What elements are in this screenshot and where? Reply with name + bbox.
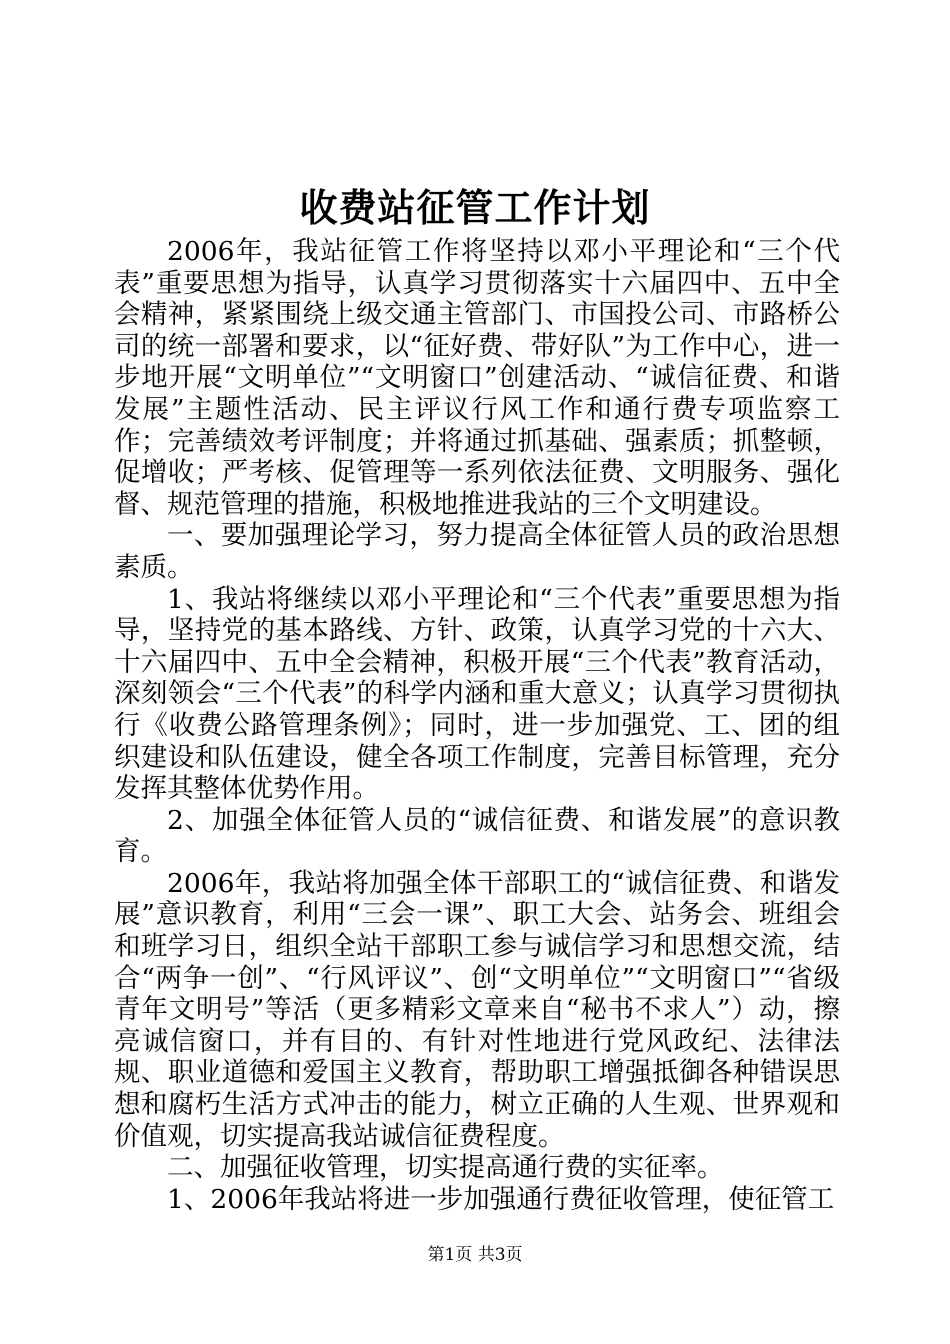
paragraph-intro: 2006年，我站征管工作将坚持以邓小平理论和“三个代表”重要思想为指导，认真学习贯彻落实十六届四中、五中全会精神，紧紧围绕上级交通主管部门、市国投公司、市路桥公司的统一部署和要求，以“征好费、带好队”为工作中心，进一步地开展“文明单位”“文明窗口”创建活动、“诚信征费、和谐发展”主题性活动、民主评议行风工作和通行费专项监察工作；完善绩效考评制度；并将通过抓基础、强素质；抓整顿，促增收；严考核、促管理等一系列依法征费、文明服务、强化督、规范管理的措施，积极地推进我站的三个文明建设。: [114, 236, 840, 520]
section-heading-2: 二、加强征收管理，切实提高通行费的实征率。: [167, 1152, 724, 1184]
paragraph-2-1: 1、2006年我站将进一步加强通行费征收管理，使征管工: [167, 1183, 835, 1215]
paragraph-1-2-body: 2006年，我站将加强全体干部职工的“诚信征费、和谐发展”意识教育，利用“三会一课”、职工大会、站务会、班组会和班学习日，组织全站干部职工参与诚信学习和思想交流，结合“两争一创”、“行风评议”、创“文明单位”“文明窗口”“省级青年文明号”等活（更多精彩文章来自“秘书不求人”）动，擦亮诚信窗口，并有目的、有针对性地进行党风政纪、法律法规、职业道德和爱国主义教育，帮助职工增强抵御各种错误思想和腐朽生活方式冲击的能力，树立正确的人生观、世界观和价值观，切实提高我站诚信征费程度。: [114, 867, 840, 1152]
paragraph-1-2-heading: 2、加强全体征管人员的“诚信征费、和谐发展”的意识教育。: [114, 804, 840, 868]
document-body: [114, 236, 840, 1215]
document-title: 收费站征管工作计划: [299, 185, 651, 230]
page-footer: 第1页 共3页: [427, 1245, 523, 1265]
section-heading-1: 一、要加强理论学习，努力提高全体征管人员的政治思想素质。: [114, 520, 840, 583]
paragraph-1-1: 1、我站将继续以邓小平理论和“三个代表”重要思想为指导，坚持党的基本路线、方针、政策，认真学习党的十六大、十六届四中、五中全会精神，积极开展“三个代表”教育活动，深刻领会“三个代表”的科学内涵和重大意义；认真学习贯彻执行《收费公路管理条例》；同时，进一步加强党、工、团的组织建设和队伍建设，健全各项工作制度，完善目标管理，充分发挥其整体优势作用。: [114, 583, 840, 805]
